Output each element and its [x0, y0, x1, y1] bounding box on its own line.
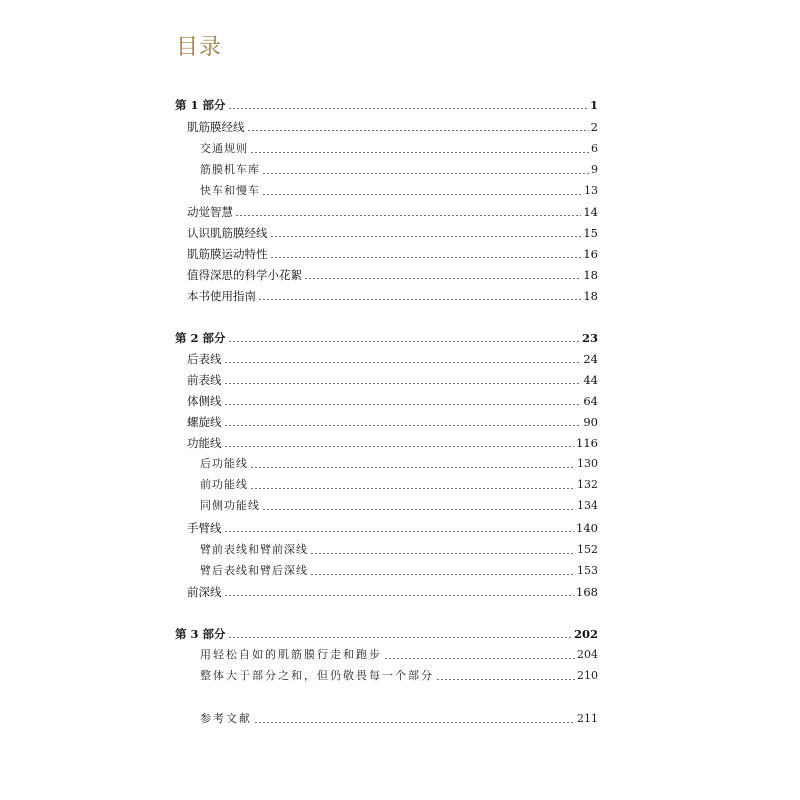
toc-entry-page: 211	[577, 712, 598, 725]
toc-entry[interactable]	[200, 472, 598, 492]
toc-entry-label: 螺旋线	[187, 415, 222, 429]
toc-entry-page: 15	[583, 226, 598, 240]
toc-entry-page: 16	[583, 247, 598, 261]
toc-entry-label: 后表线	[187, 352, 222, 366]
toc-entry-page: 18	[583, 289, 598, 303]
toc-entry-page: 153	[577, 564, 598, 577]
toc-entry-label: 前表线	[187, 373, 222, 387]
toc-entry-label: 前功能线	[200, 478, 248, 491]
toc-entry-page: 152	[577, 543, 598, 556]
toc-entry-page: 130	[577, 457, 598, 470]
toc-entry-label: 第 2 部分	[175, 331, 226, 345]
toc-entry-page: 9	[591, 163, 598, 176]
toc-entry-references[interactable]	[200, 706, 598, 726]
dot-leader	[224, 595, 575, 596]
dot-leader	[224, 425, 582, 426]
toc-entry[interactable]	[187, 515, 598, 535]
toc-entry-label: 本书使用指南	[187, 289, 256, 303]
dot-leader	[310, 553, 575, 554]
toc-entry[interactable]	[187, 367, 598, 387]
dot-leader	[254, 722, 575, 723]
toc-entry-page: 44	[583, 373, 598, 387]
toc-entry-label: 功能线	[187, 436, 222, 450]
toc-entry-label: 臂前表线和臂前深线	[200, 543, 308, 556]
toc-entry[interactable]	[187, 241, 598, 261]
toc-entry-page: 210	[577, 669, 598, 682]
toc-entry[interactable]	[187, 283, 598, 303]
toc-entry-page: 14	[583, 205, 598, 219]
toc-entry[interactable]	[200, 642, 598, 662]
toc-entry-page: 134	[577, 499, 598, 512]
toc-entry-page: 24	[583, 352, 598, 366]
toc-entry-label: 臂后表线和臂后深线	[200, 564, 308, 577]
toc-entry[interactable]	[200, 537, 598, 557]
toc-entry-label: 交通规则	[200, 142, 248, 155]
toc-entry[interactable]	[200, 451, 598, 471]
toc-entry-page: 204	[577, 648, 598, 661]
dot-leader	[250, 467, 575, 468]
toc-entry-page: 6	[591, 142, 598, 155]
toc-entry-part-1[interactable]	[175, 92, 598, 112]
dot-leader	[304, 278, 581, 279]
dot-leader	[224, 362, 582, 363]
toc-entry-label: 筋膜机车库	[200, 163, 260, 176]
toc-entry-page: 64	[583, 394, 598, 408]
toc-entry-label: 用轻松自如的肌筋膜行走和跑步	[200, 648, 382, 661]
toc-entry-page: 90	[583, 415, 598, 429]
dot-leader	[228, 637, 572, 638]
dot-leader	[262, 509, 575, 510]
dot-leader	[384, 658, 575, 659]
toc-entry[interactable]	[200, 157, 598, 177]
toc-entry-page: 132	[577, 478, 598, 491]
toc-entry-part-3[interactable]	[175, 621, 598, 641]
dot-leader	[262, 173, 589, 174]
toc-entry-label: 快车和慢车	[200, 184, 260, 197]
dot-leader	[247, 130, 589, 131]
toc-entry[interactable]	[200, 558, 598, 578]
toc-entry-page: 202	[573, 627, 598, 641]
toc-entry[interactable]	[187, 346, 598, 366]
page-title: 目录	[176, 35, 223, 60]
toc-entry-label: 第 3 部分	[175, 627, 226, 641]
dot-leader	[224, 446, 575, 447]
dot-leader	[224, 404, 582, 405]
toc-entry-label: 值得深思的科学小花絮	[187, 268, 302, 282]
toc-entry-label: 手臂线	[187, 521, 222, 535]
toc-entry-label: 体侧线	[187, 394, 222, 408]
toc-entry-page: 116	[576, 436, 598, 450]
toc-entry[interactable]	[200, 493, 598, 513]
toc-entry-label: 肌筋膜经线	[187, 120, 245, 134]
toc-entry-label: 肌筋膜运动特性	[187, 247, 268, 261]
toc-entry[interactable]	[187, 220, 598, 240]
toc-entry-page: 1	[589, 98, 598, 112]
dot-leader	[228, 108, 588, 109]
dot-leader	[224, 531, 575, 532]
toc-entry[interactable]	[187, 388, 598, 408]
dot-leader	[235, 215, 581, 216]
toc-entry[interactable]	[187, 262, 598, 282]
toc-entry-page: 23	[581, 331, 598, 345]
dot-leader	[228, 341, 580, 342]
toc-entry-page: 2	[590, 120, 598, 134]
toc-entry[interactable]	[187, 430, 598, 450]
toc-entry-page: 168	[576, 585, 598, 599]
toc-entry-label: 参考文献	[200, 712, 252, 725]
dot-leader	[250, 152, 589, 153]
toc-entry-label: 同侧功能线	[200, 499, 260, 512]
toc-entry-label: 后功能线	[200, 457, 248, 470]
toc-entry-page: 13	[584, 184, 598, 197]
toc-entry[interactable]	[187, 579, 598, 599]
dot-leader	[224, 383, 582, 384]
toc-entry-page: 140	[576, 521, 598, 535]
dot-leader	[436, 679, 575, 680]
toc-entry[interactable]	[200, 136, 598, 156]
toc-entry-label: 整体大于部分之和，但仍敬畏每一个部分	[200, 669, 434, 682]
toc-entry-label: 动觉智慧	[187, 205, 233, 219]
toc-entry-label: 前深线	[187, 585, 222, 599]
toc-entry-part-2[interactable]	[175, 325, 598, 345]
toc-entry-page: 18	[583, 268, 598, 282]
dot-leader	[258, 299, 581, 300]
toc-entry[interactable]	[187, 114, 598, 134]
dot-leader	[262, 194, 582, 195]
dot-leader	[250, 488, 575, 489]
toc-entry[interactable]	[200, 663, 598, 683]
toc-entry[interactable]	[200, 178, 598, 198]
toc-entry-label: 认识肌筋膜经线	[187, 226, 268, 240]
toc-entry[interactable]	[187, 409, 598, 429]
dot-leader	[310, 574, 575, 575]
dot-leader	[270, 257, 582, 258]
toc-entry-label: 第 1 部分	[175, 98, 226, 112]
toc-entry[interactable]	[187, 199, 598, 219]
dot-leader	[270, 236, 582, 237]
